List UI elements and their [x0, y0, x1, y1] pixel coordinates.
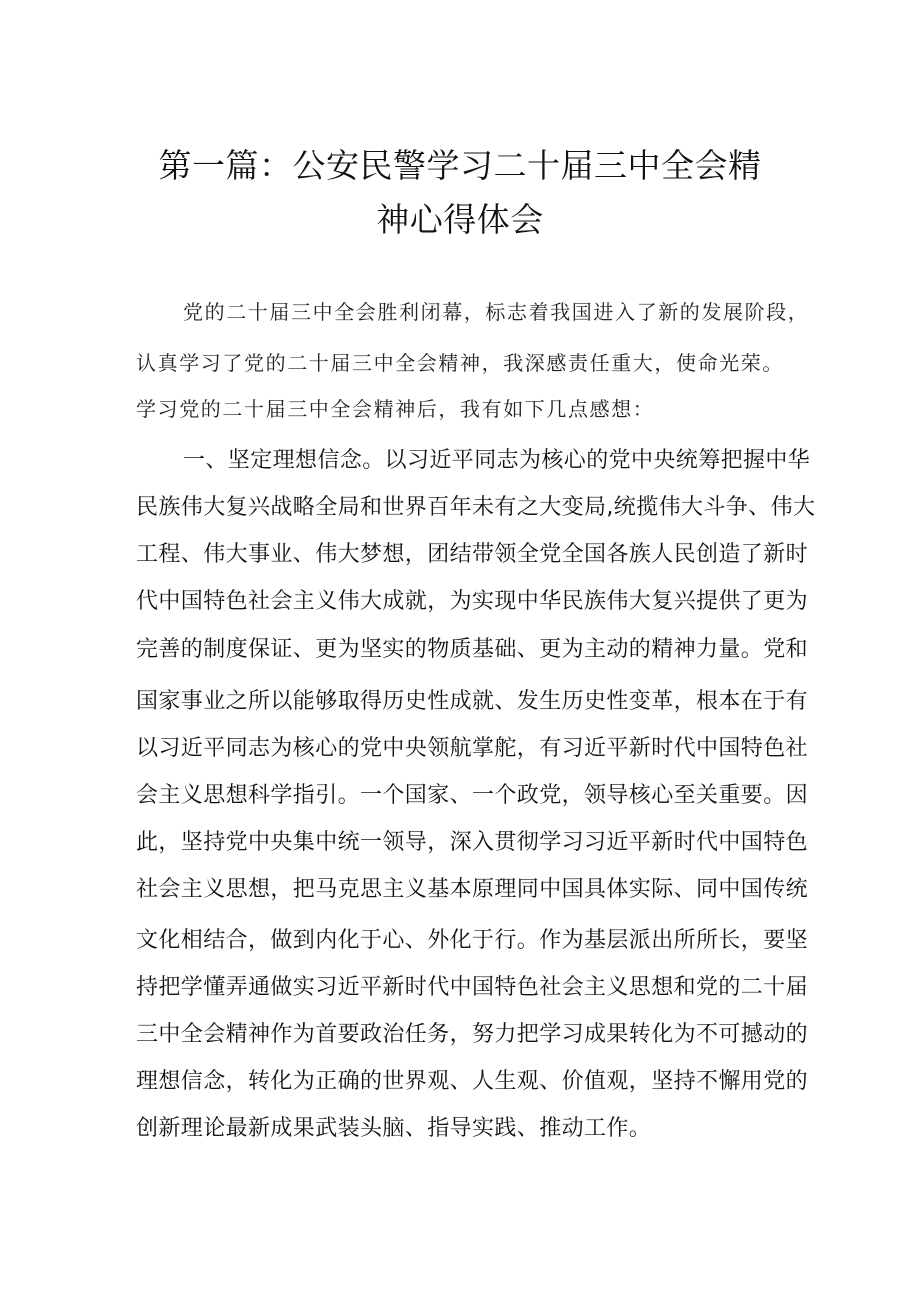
- body-line-8: 会主义思想科学指引。一个国家、一个政党，领导核心至关重要。因: [136, 783, 809, 808]
- body-line-14: 理想信念，转化为正确的世界观、人生观、价值观，坚持不懈用党的: [136, 1069, 809, 1094]
- body-line-3: 工程、伟大事业、伟大梦想，团结带领全党全国各族人民创造了新时: [136, 542, 809, 567]
- body-line-9: 此，坚持党中央集中统一领导，深入贯彻学习习近平新时代中国特色: [136, 830, 809, 855]
- body-line-11: 文化相结合，做到内化于心、外化于行。作为基层派出所所长，要坚: [136, 928, 809, 953]
- body-line-1: 一、坚定理想信念。以习近平同志为核心的党中央统筹把握中华: [183, 448, 811, 473]
- body-line-4: 代中国特色社会主义伟大成就，为实现中华民族伟大复兴提供了更为: [136, 589, 809, 614]
- body-line-13: 三中全会精神作为首要政治任务，努力把学习成果转化为不可撼动的: [136, 1022, 809, 1047]
- intro-line-3: 学习党的二十届三中全会精神后，我有如下几点感想：: [136, 397, 655, 421]
- document-title-line-1: 第一篇：公安民警学习二十届三中全会精: [158, 146, 762, 185]
- intro-line-2: 认真学习了党的二十届三中全会精神，我深感责任重大，使命光荣。: [136, 351, 784, 375]
- body-line-10: 社会主义思想，把马克思主义基本原理同中国具体实际、同中国传统: [136, 877, 809, 902]
- intro-line-1: 党的二十届三中全会胜利闭幕，标志着我国进入了新的发展阶段，: [183, 300, 810, 324]
- body-line-15: 创新理论最新成果武装头脑、指导实践、推动工作。: [136, 1116, 652, 1141]
- body-line-12: 持把学懂弄通做实习近平新时代中国特色社会主义思想和党的二十届: [136, 975, 809, 1000]
- body-line-2: 民族伟大复兴战略全局和世界百年未有之大变局,统揽伟大斗争、伟大: [136, 495, 816, 520]
- document-title-line-2: 神心得体会: [376, 200, 544, 239]
- body-line-5: 完善的制度保证、更为坚实的物质基础、更为主动的精神力量。党和: [136, 637, 809, 662]
- body-line-6: 国家事业之所以能够取得历史性成就、发生历史性变革，根本在于有: [136, 689, 809, 714]
- body-line-7: 以习近平同志为核心的党中央领航掌舵，有习近平新时代中国特色社: [136, 736, 809, 761]
